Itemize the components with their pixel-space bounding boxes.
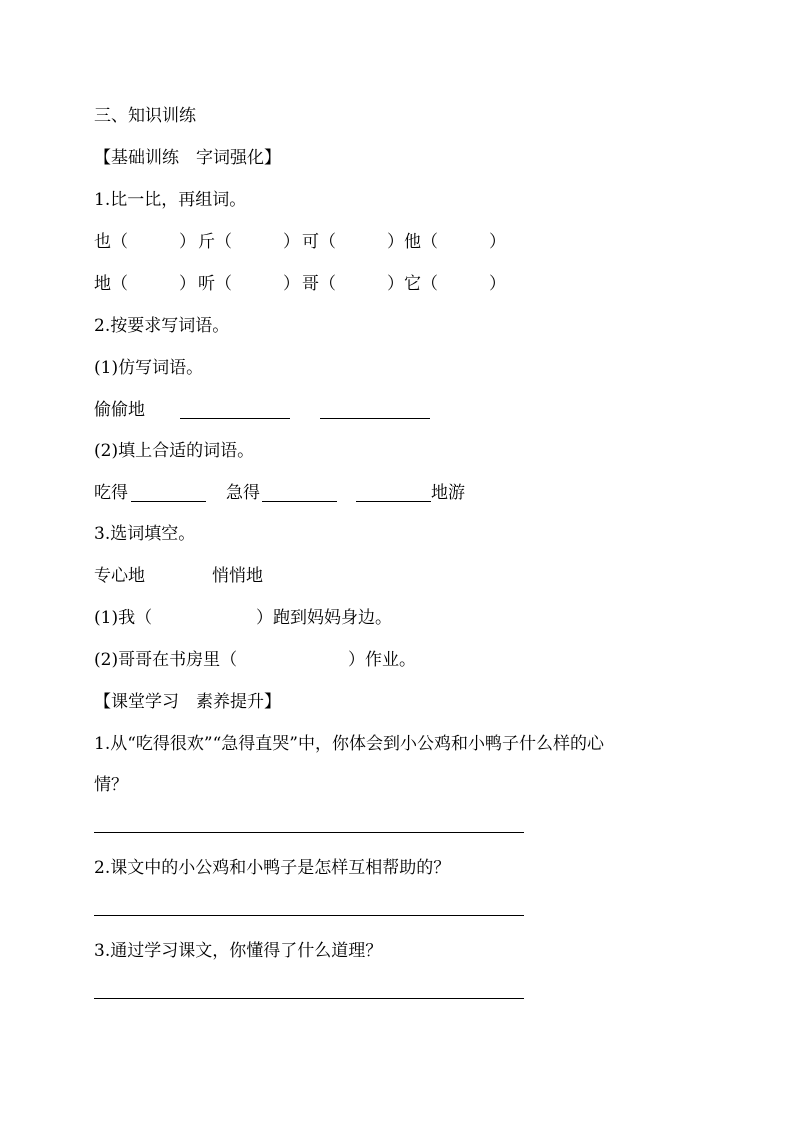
question-2-title: 2.按要求写词语。 <box>94 316 230 336</box>
answer-blank[interactable] <box>320 418 430 419</box>
word-chide: 吃得 <box>94 483 128 503</box>
classroom-question-1-line-1: 1.从“吃得很欢”“急得直哭”中，你体会到小公鸡和小鸭子什么样的心 <box>94 734 604 754</box>
answer-blank[interactable] <box>262 501 337 502</box>
classroom-question-3: 3.通过学习课文，你懂得了什么道理？ <box>94 941 383 961</box>
example-word: 偷偷地 <box>94 400 145 420</box>
compare-item: 也（ ） <box>94 232 196 252</box>
sentence-prefix: (2)哥哥在书房里（ <box>94 650 238 670</box>
question-2-sub-1: (1)仿写词语。 <box>94 358 204 378</box>
answer-line[interactable] <box>94 915 524 916</box>
answer-line[interactable] <box>94 998 524 999</box>
choice-word: 专心地 <box>94 566 145 586</box>
word-diyou: 地游 <box>431 483 465 503</box>
compare-item: 可（ ） <box>302 232 404 252</box>
choice-word: 悄悄地 <box>212 566 263 586</box>
section-title: 三、知识训练 <box>94 106 196 126</box>
compare-item: 它（ ） <box>404 274 506 294</box>
compare-item: 哥（ ） <box>302 274 404 294</box>
question-3-title: 3.选词填空。 <box>94 524 196 544</box>
question-2-sub-2: (2)填上合适的词语。 <box>94 441 255 461</box>
compare-item: 地（ ） <box>94 274 196 294</box>
basic-training-header: 【基础训练 字词强化】 <box>94 148 281 168</box>
classroom-question-1-line-2: 情？ <box>94 775 128 795</box>
word-jide: 急得 <box>226 483 260 503</box>
question-1-title: 1.比一比，再组词。 <box>94 190 247 210</box>
answer-line[interactable] <box>94 832 524 833</box>
compare-item: 斤（ ） <box>198 232 300 252</box>
classroom-question-2: 2.课文中的小公鸡和小鸭子是怎样互相帮助的？ <box>94 858 451 878</box>
sentence-suffix: ）作业。 <box>348 650 416 670</box>
answer-blank[interactable] <box>356 501 431 502</box>
answer-blank[interactable] <box>131 501 206 502</box>
imitate-words-row <box>94 400 494 480</box>
sentence-prefix: (1)我（ <box>94 608 153 628</box>
compare-item: 他（ ） <box>404 232 506 252</box>
sentence-suffix: ）跑到妈妈身边。 <box>256 608 392 628</box>
answer-blank[interactable] <box>180 418 290 419</box>
classroom-learning-header: 【课堂学习 素养提升】 <box>94 692 281 712</box>
compare-item: 听（ ） <box>198 274 300 294</box>
